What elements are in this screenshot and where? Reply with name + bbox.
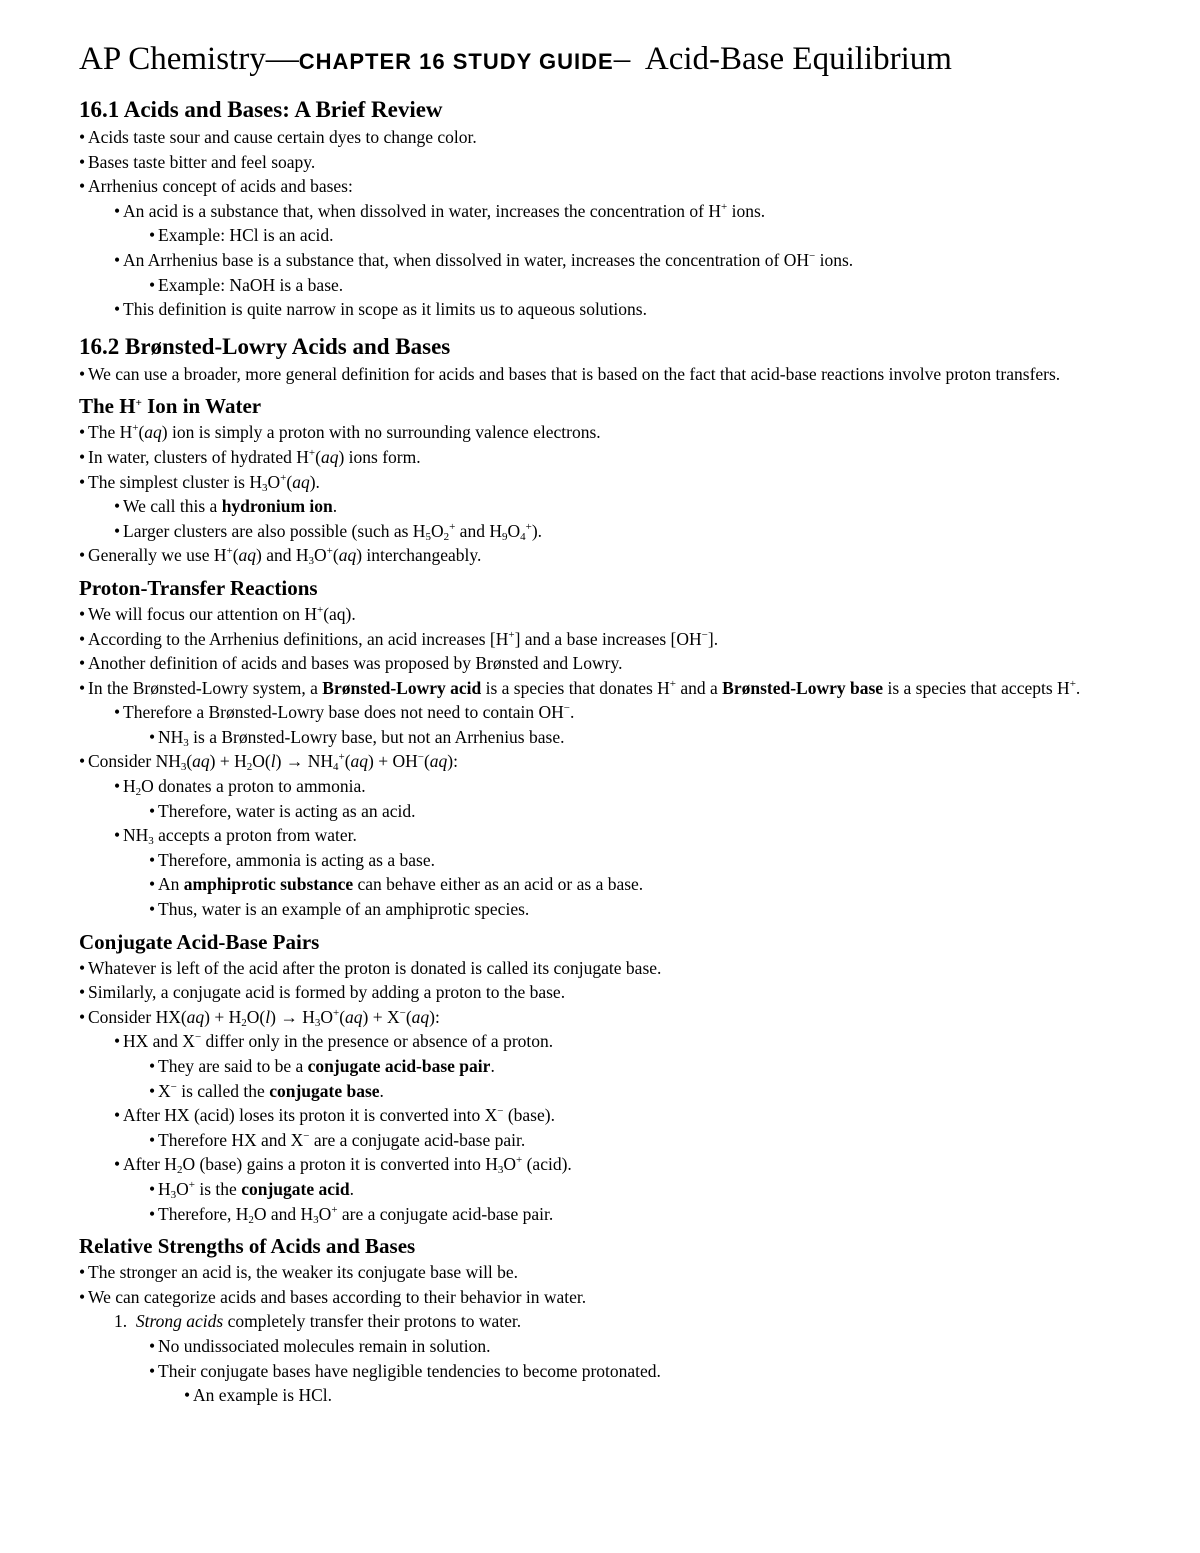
text: ). [309, 471, 320, 492]
section-16-1-heading: 16.1 Acids and Bases: A Brief Review [79, 97, 443, 122]
subscript: 9 [501, 530, 508, 543]
bullet: • [149, 1178, 156, 1199]
reaction-arrow-icon: → [285, 751, 304, 772]
text: O( [252, 751, 271, 772]
bullet-text: Bases taste bitter and feel soapy. [88, 151, 316, 172]
bold-term: conjugate base [269, 1080, 380, 1101]
bullet-text: No undissociated molecules remain in solution. [158, 1335, 491, 1356]
bullet-text: Therefore, ammonia is acting as a base. [158, 849, 435, 870]
italic-text: l [265, 1006, 271, 1027]
list-item [79, 980, 1139, 1005]
list-item [79, 297, 1139, 322]
superscript: + [132, 422, 139, 435]
bullet: • [79, 1006, 86, 1027]
text: An Arrhenius base is a substance that, when dissolved in water, increases the concentration of OH [123, 249, 809, 270]
superscript: + [1069, 677, 1076, 690]
bullet: • [79, 982, 86, 1003]
text: O [267, 471, 281, 492]
text: O (base) gains a proton it is converted into H [182, 1154, 498, 1175]
bullet: • [149, 874, 156, 895]
bullet: • [79, 127, 86, 147]
spacer [79, 322, 1139, 332]
subscript: 3 [313, 1213, 319, 1226]
superscript: + [338, 751, 345, 764]
italic-text: aq [192, 751, 210, 772]
superscript: − [399, 1006, 406, 1019]
list-item [79, 1285, 1139, 1310]
bullet-text: Example: HCl is an acid. [158, 225, 334, 246]
text: ) + H [204, 1006, 242, 1027]
bullet-text: Therefore, water is acting as an acid. [158, 800, 416, 821]
text: In the Brønsted-Lowry system, a [88, 677, 323, 698]
superscript: − [303, 1129, 310, 1142]
text: NH [158, 726, 184, 747]
bullet: • [79, 446, 86, 467]
list-item [79, 248, 1139, 273]
list-item [79, 199, 1139, 224]
list-item [79, 1103, 1139, 1128]
conjugate-pairs-heading: Conjugate Acid-Base Pairs [79, 929, 320, 954]
superscript: + [331, 1203, 338, 1216]
subscript: 2 [176, 1164, 183, 1177]
bullet: • [149, 225, 156, 246]
title-course: AP Chemistry— [79, 41, 299, 77]
subscript: 5 [425, 530, 431, 543]
subscript: 3 [170, 1188, 177, 1201]
text: ): [429, 1006, 440, 1027]
superscript: − [497, 1105, 504, 1118]
superscript: + [332, 1006, 340, 1019]
text: ) + H [209, 751, 247, 772]
text: Generally we use H [88, 545, 227, 566]
text: An [158, 874, 184, 895]
text: O [318, 1203, 332, 1224]
bullet: • [114, 1105, 121, 1126]
bullet: • [114, 702, 121, 723]
list-item [79, 602, 1139, 627]
text: Consider NH [88, 751, 181, 772]
text: O and H [253, 1203, 314, 1224]
bullet: • [149, 1080, 156, 1101]
text: is called the [176, 1080, 270, 1101]
bold-term: Brønsted-Lowry acid [322, 677, 482, 698]
list-item [79, 494, 1139, 519]
text: (aq). [323, 603, 356, 624]
text: ( [423, 751, 430, 772]
list-item [79, 799, 1139, 824]
bullet: • [79, 603, 86, 624]
text: . [349, 1178, 354, 1199]
text: is a species that donates H [481, 677, 670, 698]
list-item [79, 519, 1139, 544]
text: O( [246, 1006, 266, 1027]
list-item [79, 445, 1139, 470]
superscript: + [188, 1178, 195, 1191]
list-item [79, 956, 1139, 981]
bold-term: conjugate acid-base pair [307, 1056, 491, 1076]
bullet-text: An example is HCl. [193, 1385, 333, 1406]
bullet: • [79, 422, 86, 443]
list-item [79, 1152, 1139, 1177]
text: The H [88, 422, 133, 443]
superscript: + [516, 1154, 523, 1167]
superscript: + [525, 520, 532, 533]
list-item [79, 362, 1139, 387]
italic-text: aq [292, 471, 310, 492]
bullet-text: Thus, water is an example of an amphiprotic species. [158, 899, 530, 920]
title-space [630, 41, 645, 77]
list-item [79, 1177, 1139, 1202]
text: We call this a [123, 496, 222, 517]
bullet: • [79, 628, 86, 649]
text: is a Brønsted-Lowry base, but not an Arrhenius base. [188, 726, 565, 747]
text: O [503, 1154, 516, 1175]
list-item [79, 774, 1139, 799]
text: ) ions form. [338, 446, 421, 467]
list-item [79, 627, 1139, 652]
italic-text: aq [345, 1006, 363, 1027]
superscript: − [701, 628, 708, 641]
text: After H [123, 1154, 177, 1175]
text: (acid). [522, 1154, 572, 1175]
bullet: • [79, 176, 86, 197]
bullet-text: Arrhenius concept of acids and bases: [88, 176, 353, 197]
superscript: + [326, 545, 333, 558]
reaction-arrow-icon: → [280, 1006, 298, 1027]
text: accepts a proton from water. [153, 825, 357, 846]
text: ) interchangeably. [356, 545, 482, 566]
bullet: • [79, 151, 86, 172]
text: completely transfer their protons to water. [223, 1311, 522, 1332]
text: are a conjugate acid-base pair. [337, 1203, 554, 1224]
italic-text: aq [429, 751, 448, 772]
h-ion-heading [79, 392, 1139, 420]
list-item [79, 1260, 1139, 1285]
list-item [79, 848, 1139, 873]
list-item [79, 223, 1139, 248]
text: Therefore HX and X [158, 1129, 304, 1150]
list-item [79, 823, 1139, 848]
text: Therefore, H [158, 1203, 249, 1224]
text: ] and a base increases [OH [514, 628, 702, 649]
bullet: • [79, 653, 86, 674]
list-item [79, 1005, 1139, 1030]
bullet-text: Another definition of acids and bases was proposed by Brønsted and Lowry. [88, 653, 623, 674]
text: Larger clusters are also possible (such as H [123, 520, 426, 541]
bullet: • [149, 1360, 156, 1381]
text: H [123, 776, 136, 797]
subscript: 3 [497, 1164, 504, 1177]
list-item [79, 897, 1139, 922]
text: O [314, 545, 327, 566]
title-guide: CHAPTER 16 STUDY GUIDE [298, 49, 614, 74]
text: ): [447, 751, 458, 772]
text: ) + X [362, 1006, 400, 1027]
text: . [379, 1080, 384, 1101]
bold-term: hydronium ion [221, 496, 333, 517]
text: ) + OH [368, 751, 418, 772]
superscript: + [135, 397, 142, 410]
document-page [79, 40, 1139, 1408]
bullet: • [79, 677, 86, 698]
text: H [297, 1006, 315, 1027]
bullet: • [79, 1262, 86, 1283]
text: ( [138, 422, 145, 443]
bullet: • [114, 299, 121, 320]
text: H [158, 1178, 171, 1199]
bullet: • [79, 1286, 86, 1307]
text: (base). [503, 1105, 555, 1126]
bullet: • [149, 800, 156, 821]
list-item [79, 174, 1139, 199]
subscript: 2 [443, 530, 450, 543]
bullet: • [114, 825, 121, 846]
superscript: + [226, 545, 233, 558]
list-item [79, 651, 1139, 676]
text: differ only in the presence or absence of a proton. [201, 1031, 554, 1052]
page-title [79, 40, 1139, 81]
list-item [79, 1128, 1139, 1153]
list-item [79, 725, 1139, 750]
bullet: • [149, 1203, 156, 1224]
bullet-text: We can use a broader, more general definition for acids and bases that is based on the fact that acid-base reactions involve proton transfers. [88, 363, 1061, 384]
italic-text: aq [238, 545, 257, 566]
subscript: 3 [262, 481, 268, 494]
bullet: • [114, 496, 121, 517]
text: ( [405, 1006, 412, 1027]
italic-text: l [270, 751, 276, 772]
superscript: + [316, 603, 324, 616]
superscript: − [563, 702, 570, 715]
italic-text: aq [144, 422, 162, 443]
subscript: 2 [135, 786, 142, 799]
list-item [79, 1079, 1139, 1104]
superscript: + [308, 446, 316, 459]
list-item [79, 273, 1139, 298]
italic-term: Strong acids [135, 1311, 224, 1332]
bullet-text: We can categorize acids and bases according to their behavior in water. [88, 1286, 587, 1307]
bullet-text: Similarly, a conjugate acid is formed by adding a proton to the base. [88, 982, 566, 1003]
item-number: 1. [114, 1311, 128, 1332]
text: ions. [727, 200, 766, 221]
text: ( [315, 446, 321, 467]
bullet-text: Example: NaOH is a base. [158, 274, 344, 295]
text: ions. [815, 249, 854, 270]
text: O donates a proton to ammonia. [141, 776, 366, 797]
title-topic: Acid-Base Equilibrium [644, 41, 952, 77]
italic-text: aq [350, 751, 369, 772]
list-item [79, 1054, 1139, 1079]
text: ) ion is simply a proton with no surrounding valence electrons. [161, 422, 601, 443]
list-item [79, 1383, 1139, 1408]
text: ( [186, 751, 193, 772]
subscript: 2 [246, 761, 253, 774]
text: and H [455, 520, 502, 541]
text: ( [339, 1006, 346, 1027]
text: O [507, 520, 521, 541]
subscript: 4 [520, 530, 526, 543]
text: O [176, 1178, 189, 1199]
list-item [79, 1334, 1139, 1359]
bullet: • [79, 545, 86, 566]
bullet-text: The stronger an acid is, the weaker its conjugate base will be. [88, 1262, 519, 1283]
text: ) [275, 751, 286, 772]
text: In water, clusters of hydrated H [88, 446, 309, 467]
bullet-text: Whatever is left of the acid after the proton is donated is called its conjugate base. [88, 957, 662, 978]
text: . [490, 1056, 495, 1076]
superscript: + [508, 628, 515, 641]
bullet: • [114, 200, 121, 221]
proton-transfer-heading: Proton-Transfer Reactions [79, 575, 318, 600]
list-item [79, 543, 1139, 568]
superscript: − [170, 1080, 177, 1093]
text: Ion in Water [141, 394, 262, 419]
superscript: + [449, 520, 456, 533]
bullet: • [184, 1385, 191, 1406]
superscript: − [194, 1031, 202, 1044]
bullet: • [114, 1031, 121, 1052]
text: ) [270, 1006, 281, 1027]
text: O [320, 1006, 333, 1027]
list-item [79, 700, 1139, 725]
text: An acid is a substance that, when dissolved in water, increases the concentration of H [123, 200, 721, 221]
list-item [79, 749, 1139, 774]
subscript: 3 [148, 835, 154, 848]
bullet: • [149, 1335, 156, 1356]
text: HX and X [123, 1031, 195, 1052]
text: Therefore a Brønsted-Lowry base does not need to contain OH [123, 702, 564, 723]
bullet-text: This definition is quite narrow in scope as it limits us to aqueous solutions. [123, 299, 647, 320]
list-item [79, 1359, 1139, 1384]
list-item [79, 470, 1139, 495]
text: We will focus our attention on H [88, 603, 317, 624]
text: ( [232, 545, 239, 566]
bullet: • [149, 849, 156, 870]
text: NH [303, 751, 333, 772]
list-item [79, 676, 1139, 701]
text: ( [286, 471, 293, 492]
list-item [79, 125, 1139, 150]
bullet: • [79, 471, 86, 492]
text: and a [676, 677, 723, 698]
text: ). [531, 520, 543, 541]
bullet: • [114, 776, 121, 797]
list-item [79, 420, 1139, 445]
superscript: − [417, 751, 424, 764]
text: . [1075, 677, 1081, 698]
bullet: • [149, 1129, 156, 1150]
bold-term: amphiprotic substance [183, 874, 354, 895]
text: NH [123, 825, 149, 846]
text: X [158, 1080, 171, 1101]
text: They are said to be a [158, 1056, 308, 1076]
italic-text: aq [411, 1006, 430, 1027]
relative-strengths-heading: Relative Strengths of Acids and Bases [79, 1234, 416, 1259]
text: According to the Arrhenius definitions, an acid increases [H [88, 628, 509, 649]
italic-text: aq [338, 545, 357, 566]
bullet: • [79, 363, 86, 384]
bullet-text: Acids taste sour and cause certain dyes to change color. [88, 127, 477, 147]
text: ]. [707, 628, 719, 649]
subscript: 2 [248, 1213, 254, 1226]
subscript: 3 [308, 555, 315, 568]
list-item [79, 1029, 1139, 1054]
bullet: • [149, 899, 156, 920]
text: is the [195, 1178, 242, 1199]
text: . [569, 702, 575, 723]
bullet-text: Their conjugate bases have negligible tendencies to become protonated. [158, 1360, 661, 1381]
text: is a species that accepts H [883, 677, 1070, 698]
text: are a conjugate acid-base pair. [309, 1129, 526, 1150]
numbered-item [79, 1309, 1139, 1334]
subscript: 3 [180, 761, 187, 774]
text: ( [332, 545, 339, 566]
text: The simplest cluster is H [88, 471, 263, 492]
list-item [79, 150, 1139, 175]
bullet: • [149, 274, 156, 295]
bullet: • [79, 751, 86, 772]
subscript: 3 [183, 736, 189, 749]
superscript: − [808, 249, 816, 262]
bullet: • [114, 1154, 121, 1175]
text: The H [79, 394, 136, 419]
italic-text: aq [320, 446, 339, 467]
title-dash: – [613, 41, 631, 77]
italic-text: aq [186, 1006, 205, 1027]
bold-term: conjugate acid [241, 1178, 350, 1199]
text: ) and H [256, 545, 309, 566]
superscript: + [669, 677, 676, 690]
text: ( [344, 751, 351, 772]
superscript: + [280, 471, 287, 484]
text: can behave either as an acid or as a base. [353, 874, 644, 895]
section-16-2-heading: 16.2 Brønsted-Lowry Acids and Bases [79, 333, 451, 359]
spacer-text [127, 1311, 136, 1331]
bullet: • [114, 520, 121, 541]
text: After HX (acid) loses its proton it is converted into X [123, 1105, 498, 1126]
bullet: • [79, 957, 86, 978]
text: . [332, 496, 338, 517]
bold-term: Brønsted-Lowry base [722, 677, 884, 698]
list-item [79, 1202, 1139, 1227]
text: O [430, 520, 444, 541]
subscript: 2 [241, 1016, 247, 1029]
subscript: 4 [332, 761, 339, 774]
superscript: + [721, 200, 728, 213]
subscript: 3 [314, 1016, 321, 1029]
list-item [79, 872, 1139, 897]
bullet: • [114, 249, 121, 270]
bullet: • [149, 1056, 156, 1076]
bullet: • [149, 726, 156, 747]
text: Consider HX( [88, 1006, 187, 1027]
